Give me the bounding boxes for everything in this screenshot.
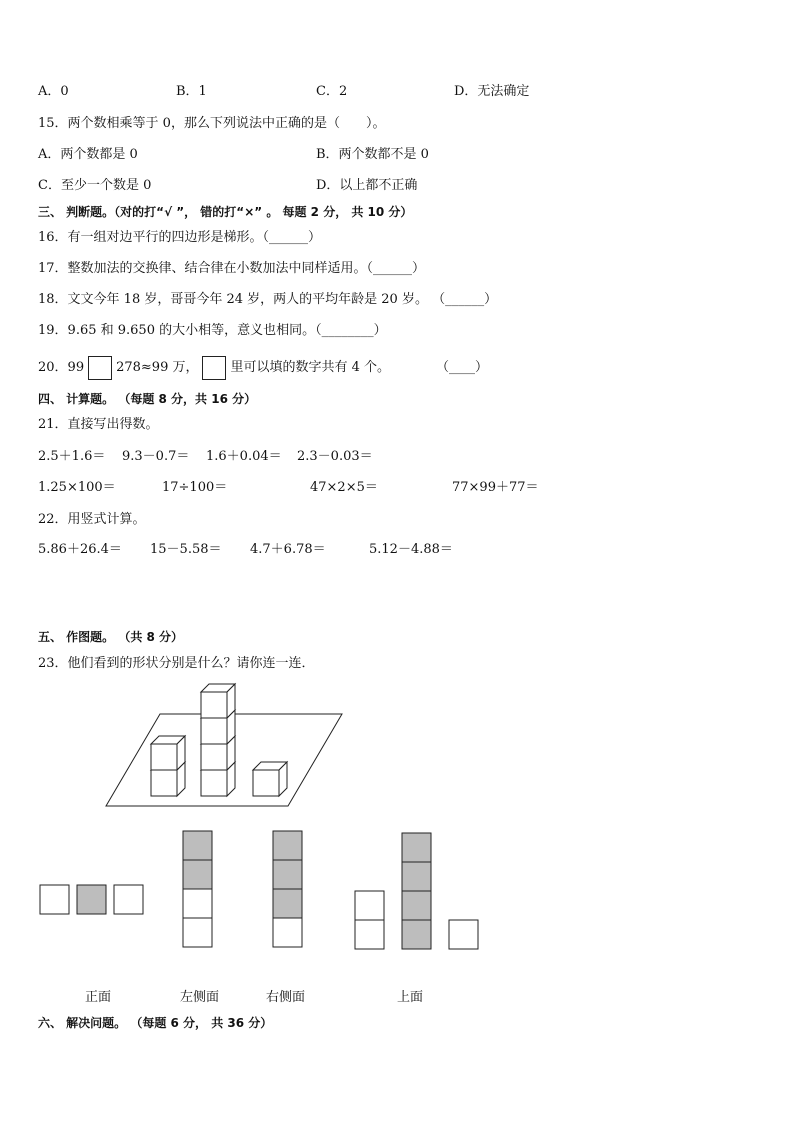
q22-item-4: 5.12－4.88＝ <box>369 542 453 557</box>
top-view-left-square-2 <box>355 920 384 949</box>
top-view-left-square-1 <box>355 891 384 920</box>
q20-box-1 <box>88 356 112 380</box>
q22-stem: 22．用竖式计算。 <box>38 512 146 527</box>
right-view-square-1 <box>273 831 302 860</box>
section-4-title: 四、 计算题。 （每题 8 分，共 16 分） <box>38 392 257 406</box>
top-view-center-square-4 <box>402 920 431 949</box>
cube-center-4 <box>201 684 235 718</box>
left-view-square-1 <box>183 831 212 860</box>
view-label-front: 正面 <box>85 990 112 1005</box>
q16: 16．有一组对边平行的四边形是梯形。（______） <box>38 230 322 245</box>
q22-item-3: 4.7＋6.78＝ <box>250 542 326 557</box>
cube-center-2 <box>201 736 235 770</box>
view-label-left: 左侧面 <box>180 990 220 1005</box>
left-view-square-2 <box>183 860 212 889</box>
section-6-title: 六、 解决问题。 （每题 6 分， 共 36 分） <box>38 1016 273 1030</box>
section-3-title: 三、 判断题。（对的打“√ ”， 错的打“×” 。 每题 2 分， 共 10 分） <box>38 205 413 219</box>
top-view-center-square-1 <box>402 833 431 862</box>
q19: 19．9.65 和 9.650 的大小相等，意义也相同。（________） <box>38 323 387 338</box>
q21-item-3: 1.6＋0.04＝ <box>206 449 282 464</box>
q18: 18．文文今年 18 岁，哥哥今年 24 岁，两人的平均年龄是 20 岁。 （______） <box>38 292 498 307</box>
q15-stem: 15．两个数相乘等于 0，那么下列说法中正确的是（ ）。 <box>38 116 386 131</box>
q15-option-a: A．两个数都是 0 <box>38 147 138 162</box>
view-label-top: 上面 <box>397 990 424 1005</box>
q22-item-2: 15－5.58＝ <box>150 542 222 557</box>
q15-option-c: C．至少一个数是 0 <box>38 178 152 193</box>
q21-item-2: 9.3－0.7＝ <box>122 449 190 464</box>
q20-part2: 278≈99 万， <box>116 360 199 375</box>
q23-stem: 23．他们看到的形状分别是什么？请你连一连． <box>38 656 315 671</box>
q21-item-1: 2.5＋1.6＝ <box>38 449 106 464</box>
q21-item-5: 1.25×100＝ <box>38 480 116 495</box>
front-view-square-1 <box>40 885 69 914</box>
top-view-right-square <box>449 920 478 949</box>
right-view-square-2 <box>273 860 302 889</box>
section-5-title: 五、 作图题。 （共 8 分） <box>38 630 184 644</box>
q14-option-c: C．2 <box>316 84 348 99</box>
q22-item-1: 5.86＋26.4＝ <box>38 542 122 557</box>
front-view-square-3 <box>114 885 143 914</box>
q21-item-7: 47×2×5＝ <box>310 480 378 495</box>
cube-center-1 <box>201 762 235 796</box>
q21-stem: 21．直接写出得数。 <box>38 417 159 432</box>
top-view-center-square-2 <box>402 862 431 891</box>
cube-left-1 <box>151 762 185 796</box>
q15-option-d: D．以上都不正确 <box>316 178 418 193</box>
q14-option-d: D．无法确定 <box>454 84 530 99</box>
q14-option-b: B．1 <box>176 84 207 99</box>
q20 <box>38 355 390 381</box>
front-view-square-2 <box>77 885 106 914</box>
right-view-square-4 <box>273 918 302 947</box>
cube-center-3 <box>201 710 235 744</box>
q14-option-a: A．0 <box>38 84 69 99</box>
q20-blank: （____） <box>436 360 489 375</box>
top-view-center-square-3 <box>402 891 431 920</box>
q20-part1: 20．99 <box>38 360 85 375</box>
q21-item-6: 17÷100＝ <box>162 480 228 495</box>
left-view-square-3 <box>183 889 212 918</box>
cube-right-1 <box>253 762 287 796</box>
cube-left-2 <box>151 736 185 770</box>
q15-option-b: B．两个数都不是 0 <box>316 147 429 162</box>
left-view-square-4 <box>183 918 212 947</box>
right-view-square-3 <box>273 889 302 918</box>
q21-item-8: 77×99＋77＝ <box>452 480 539 495</box>
view-label-right: 右侧面 <box>266 990 306 1005</box>
q20-part3: 里可以填的数字共有 4 个。 <box>230 360 391 375</box>
q20-box-2 <box>202 356 226 380</box>
base-plane <box>106 714 342 806</box>
q21-item-4: 2.3－0.03＝ <box>297 449 373 464</box>
q17: 17．整数加法的交换律、结合律在小数加法中同样适用。（______） <box>38 261 426 276</box>
